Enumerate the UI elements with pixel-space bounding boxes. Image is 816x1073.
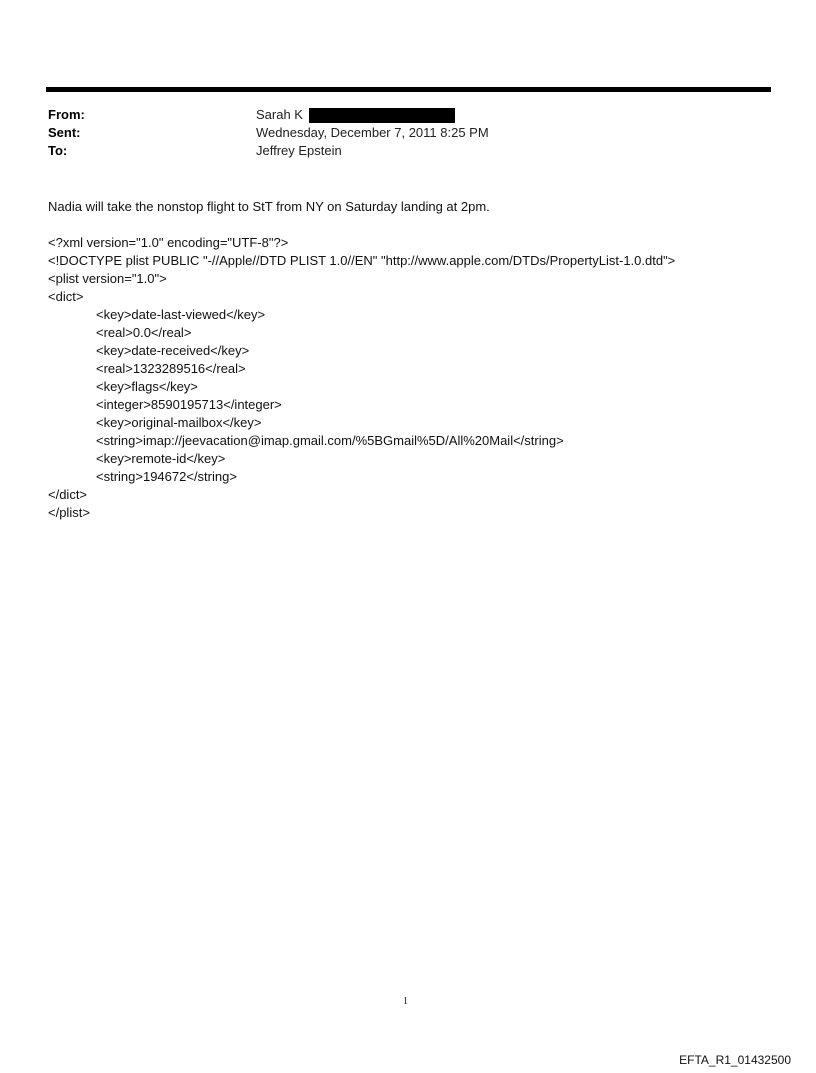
plist-line: <dict> xyxy=(48,289,84,304)
from-label: From: xyxy=(48,107,85,122)
plist-line: <key>date-received</key> xyxy=(96,343,250,358)
plist-line: <real>0.0</real> xyxy=(96,325,192,340)
from-value xyxy=(256,106,455,124)
email-header xyxy=(48,106,748,160)
bates-number: EFTA_R1_01432500 xyxy=(679,1053,791,1067)
sent-value: Wednesday, December 7, 2011 8:25 PM xyxy=(256,125,489,140)
plist-line: </dict> xyxy=(48,487,88,502)
plist-line: <string>194672</string> xyxy=(96,469,237,484)
header-rule xyxy=(46,87,771,92)
plist-line: </plist> xyxy=(48,505,90,520)
message-body: Nadia will take the nonstop flight to StT from NY on Saturday landing at 2pm. xyxy=(48,199,490,214)
plist-line: <key>remote-id</key> xyxy=(96,451,226,466)
plist-line: <real>1323289516</real> xyxy=(96,361,246,376)
plist-line: <string>imap://jeevacation@imap.gmail.com/%5BGmail%5D/All%20Mail</string> xyxy=(96,433,564,448)
plist-metadata xyxy=(48,234,675,522)
plist-line: <key>original-mailbox</key> xyxy=(96,415,262,430)
sent-label: Sent: xyxy=(48,125,81,140)
to-row xyxy=(48,142,748,160)
plist-line: <integer>8590195713</integer> xyxy=(96,397,282,412)
page-number: 1 xyxy=(403,996,408,1007)
from-row xyxy=(48,106,748,124)
plist-line: <key>flags</key> xyxy=(96,379,198,394)
sender-name: Sarah K xyxy=(256,107,303,122)
to-label: To: xyxy=(48,143,68,158)
to-value: Jeffrey Epstein xyxy=(256,143,342,158)
plist-line: <key>date-last-viewed</key> xyxy=(96,307,266,322)
plist-line: <!DOCTYPE plist PUBLIC "-//Apple//DTD PLIST 1.0//EN" "http://www.apple.com/DTDs/PropertyList-1.0.dtd"> xyxy=(48,253,676,268)
sent-row xyxy=(48,124,748,142)
plist-line: <plist version="1.0"> xyxy=(48,271,167,286)
redaction-block xyxy=(309,108,455,123)
plist-line: <?xml version="1.0" encoding="UTF-8"?> xyxy=(48,235,289,250)
